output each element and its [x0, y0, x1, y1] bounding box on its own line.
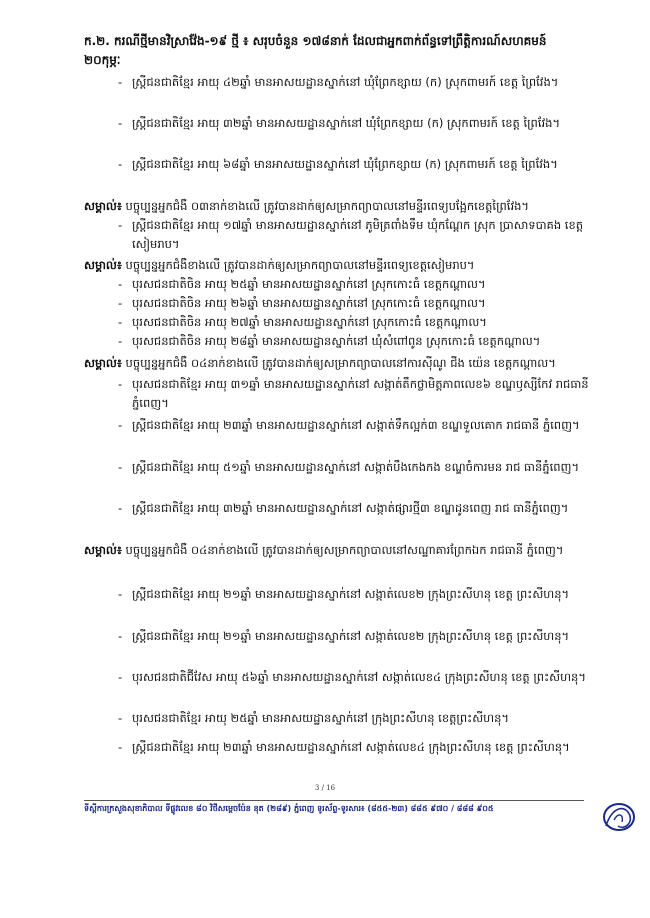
list-item-text: ស្ត្រីជនជាតិខ្មែរ អាយុ ២១ឆ្នាំ មានអាសយដ្ឋានស្នាក់នៅ សង្កាត់លេខ២ ក្រុងព្រះសីហនុ ខេត្ត ព្រះសីហនុ។: [132, 629, 570, 643]
bullet-dash: -: [118, 501, 123, 515]
list-item-text: ស្ត្រីជនជាតិខ្មែរ អាយុ ២១ឆ្នាំ មានអាសយដ្ឋានស្នាក់នៅ សង្កាត់លេខ២ ក្រុងព្រះសីហនុ ខេត្ត ព្រះសីហនុ។: [132, 587, 570, 601]
bullet-dash: -: [118, 460, 123, 474]
bullet-dash: -: [118, 277, 123, 291]
remark: [84, 197, 584, 216]
list-item: [118, 114, 592, 133]
remark-text: បច្ចុប្បន្នអ្នកជំងឺ ០៤នាក់ខាងលើ ត្រូវបានដាក់ឲ្យសម្រាកព្យាបាលនៅការស៊ីណូ ជីង យ៉េន ខេត្តកណ្តាល។: [121, 356, 556, 370]
list-item-text: បុរសជនជាតិចិន អាយុ ២៦ឆ្នាំ មានអាសយដ្ឋានស្នាក់នៅ ស្រុកកោះធំ ខេត្តកណ្តាល។: [132, 296, 486, 310]
list-item: [118, 458, 592, 477]
remark: [84, 354, 584, 373]
bullet-dash: -: [118, 334, 123, 348]
remark-label: សម្គាល់៖: [84, 258, 122, 272]
list-item: [118, 627, 592, 646]
bullet-dash: -: [118, 711, 123, 725]
list-item: [118, 668, 592, 687]
list-item-text: បុរសជនជាតិចិន អាយុ ២៨ឆ្នាំ មានអាសយដ្ឋានស្នាក់នៅ ឃុំសំពៅពូន ស្រុកកោះធំ ខេត្តកណ្តាល។: [132, 334, 541, 348]
list-item: [118, 73, 592, 92]
list-item-text: បុរសជនជាតិជ៊ីវែស អាយុ ៥៦ឆ្នាំ មានអាសយដ្ឋានស្នាក់នៅ សង្កាត់លេខ៤ ក្រុងព្រះសីហនុ ខេត្ត ព្រះសីហនុ។: [132, 670, 586, 684]
remark-text: បច្ចុប្បន្នអ្នកជំងឺ ០៣នាក់ខាងលើ ត្រូវបានដាក់ឲ្យសម្រាកព្យាបាលនៅមន្ទីរពេទ្យបង្អែកខេត្តព្រៃវែង។: [121, 199, 529, 213]
list-item-text: ស្ត្រីជនជាតិខ្មែរ អាយុ ២៣ឆ្នាំ មានអាសយដ្ឋានស្នាក់នៅ សង្កាត់ទឹកល្អក់៣ ខណ្ឌទួលគោក រាជធានី ភ្នំពេញ។: [132, 418, 580, 432]
list-item: [118, 332, 592, 351]
list-item-text: ស្ត្រីជនជាតិខ្មែរ អាយុ ៥១ឆ្នាំ មានអាសយដ្ឋានស្នាក់នៅ សង្កាត់បឹងកេងកង ខណ្ឌចំការមន រាជ ធានីភ្នំពេញ។: [132, 460, 580, 474]
remark-text: បច្ចុប្បន្នអ្នកជំងឺខាងលើ ត្រូវបានដាក់ឲ្យសម្រាកព្យាបាលនៅមន្ទីរពេទ្យខេត្តសៀមរាប។: [121, 258, 475, 272]
list-item-text: ស្ត្រីជនជាតិខ្មែរ អាយុ ៤២ឆ្នាំ មានអាសយដ្ឋានស្នាក់នៅ ឃុំព្រែកខ្សាយ (ក) ស្រុកពាមរក៍ ខេត្ត ព្រៃវែង។: [132, 75, 559, 89]
bullet-dash: -: [118, 587, 123, 601]
list-item: [118, 375, 592, 413]
list-item-text: បុរសជនជាតិចិន អាយុ ២៥ឆ្នាំ មានអាសយដ្ឋានស្នាក់នៅ ស្រុកកោះធំ ខេត្តកណ្តាល។: [132, 277, 486, 291]
list-item-text: បុរសជនជាតិខ្មែរ អាយុ ៣១ឆ្នាំ មានអាសយដ្ឋានស្នាក់នៅ សង្កាត់តឹកថ្លាមិត្តភាពលេខ៦ ខណ្ឌឫស្សីកែវ រាជធានីភ្នំពេញ។: [132, 377, 589, 410]
remark-label: សម្គាល់៖: [84, 356, 122, 370]
list-item: [118, 499, 592, 518]
page-number: 3 / 16: [314, 784, 336, 792]
bullet-dash: -: [118, 116, 123, 130]
footer-divider: [84, 800, 584, 801]
list-item-text: ស្ត្រីជនជាតិខ្មែរ អាយុ ៣២ឆ្នាំ មានអាសយដ្ឋានស្នាក់នៅ ឃុំព្រែកខ្សាយ (ក) ស្រុកពាមរក៍ ខេត្ត ព្រៃវែង។: [132, 116, 561, 130]
list-item-text: ស្ត្រីជនជាតិខ្មែរ អាយុ ៦៨ឆ្នាំ មានអាសយដ្ឋានស្នាក់នៅ ឃុំព្រែកខ្សាយ (ក) ស្រុកពាមរក៍ ខេត្ត ព្រៃវែង។: [132, 157, 558, 171]
bullet-dash: -: [118, 315, 123, 329]
list-item: [118, 738, 592, 757]
list-item: [118, 585, 592, 604]
bullet-dash: -: [118, 75, 123, 89]
list-item: [118, 313, 592, 332]
remark-label: សម្គាល់៖: [84, 543, 122, 557]
bullet-dash: -: [118, 418, 123, 432]
bullet-dash: -: [118, 377, 123, 391]
section-heading: ក.២. ករណីថ្មីមានវិស្រាវ៉ែង-១៩ ថ្មី ៖ សរុបចំនួន ១៧៨នាក់ ដែលជាអ្នកពាក់ព័ន្ធទៅព្រឹត្តិការណ៍សហគមន៍ ២០កុម្ភៈ: [84, 34, 547, 67]
remark-text: បច្ចុប្បន្នអ្នកជំងឺ ០៤នាក់ខាងលើ ត្រូវបានដាក់ឲ្យសម្រាកព្យាបាលនៅសណ្ឋាគារព្រែកឯក រាជធានី ភ្នំពេញ។: [121, 543, 564, 557]
list-item: [118, 216, 592, 254]
bullet-dash: -: [118, 218, 123, 232]
bullet-dash: -: [118, 157, 123, 171]
list-item-text: ស្ត្រីជនជាតិខ្មែរ អាយុ ៣២ឆ្នាំ មានអាសយដ្ឋានស្នាក់នៅ សង្កាត់ផ្សារថ្មី៣ ខណ្ឌដូនពេញ រាជ ធានីភ្នំពេញ។: [132, 501, 569, 515]
list-item: [118, 416, 592, 435]
bullet-dash: -: [118, 740, 123, 754]
bullet-dash: -: [118, 296, 123, 310]
list-item-text: ស្ត្រីជនជាតិខ្មែរ អាយុ ២៣ឆ្នាំ មានអាសយដ្ឋានស្នាក់នៅ សង្កាត់លេខ៤ ក្រុងព្រះសីហនុ ខេត្ត ព្រះសីហនុ។: [132, 740, 570, 754]
list-item-text: បុរសជនជាតិខ្មែរ អាយុ ២៥ឆ្នាំ មានអាសយដ្ឋានស្នាក់នៅ ក្រុងព្រះសីហនុ ខេត្តព្រះសីហនុ។: [132, 711, 509, 725]
footer-address: ទីស្តីការក្រសួងសុខាភិបាល ទីផ្លូវលេខ ៨០ វិថីសម្តេចប៉ែន នុត (២៨៩) ភ្នំពេញ ទូរស័ព្ទ-ទូរសារ៖ (៨៥៥-២៣) ៨៨៥ ៩៧០ / ៨៨៨ ៩០៥: [84, 804, 494, 813]
list-item-text: បុរសជនជាតិចិន អាយុ ២៧ឆ្នាំ មានអាសយដ្ឋានស្នាក់នៅ ស្រុកកោះធំ ខេត្តកណ្តាល។: [132, 315, 487, 329]
remark-label: សម្គាល់៖: [84, 199, 122, 213]
remark: [84, 256, 584, 275]
list-item-text: ស្ត្រីជនជាតិខ្មែរ អាយុ ១៧ឆ្នាំ មានអាសយដ្ឋានស្នាក់នៅ ភូមិត្រពាំងទឹម ឃុំកណ្តែក ស្រុក ប្រាសាទបាគង ខេត្តសៀមរាប។: [132, 218, 584, 251]
list-item: [118, 275, 592, 294]
bullet-dash: -: [118, 629, 123, 643]
list-item: [118, 155, 592, 174]
bullet-dash: -: [118, 670, 123, 684]
list-item: [118, 709, 592, 728]
list-item: [118, 294, 592, 313]
signature-seal-icon: [596, 796, 640, 836]
remark: [84, 541, 584, 560]
